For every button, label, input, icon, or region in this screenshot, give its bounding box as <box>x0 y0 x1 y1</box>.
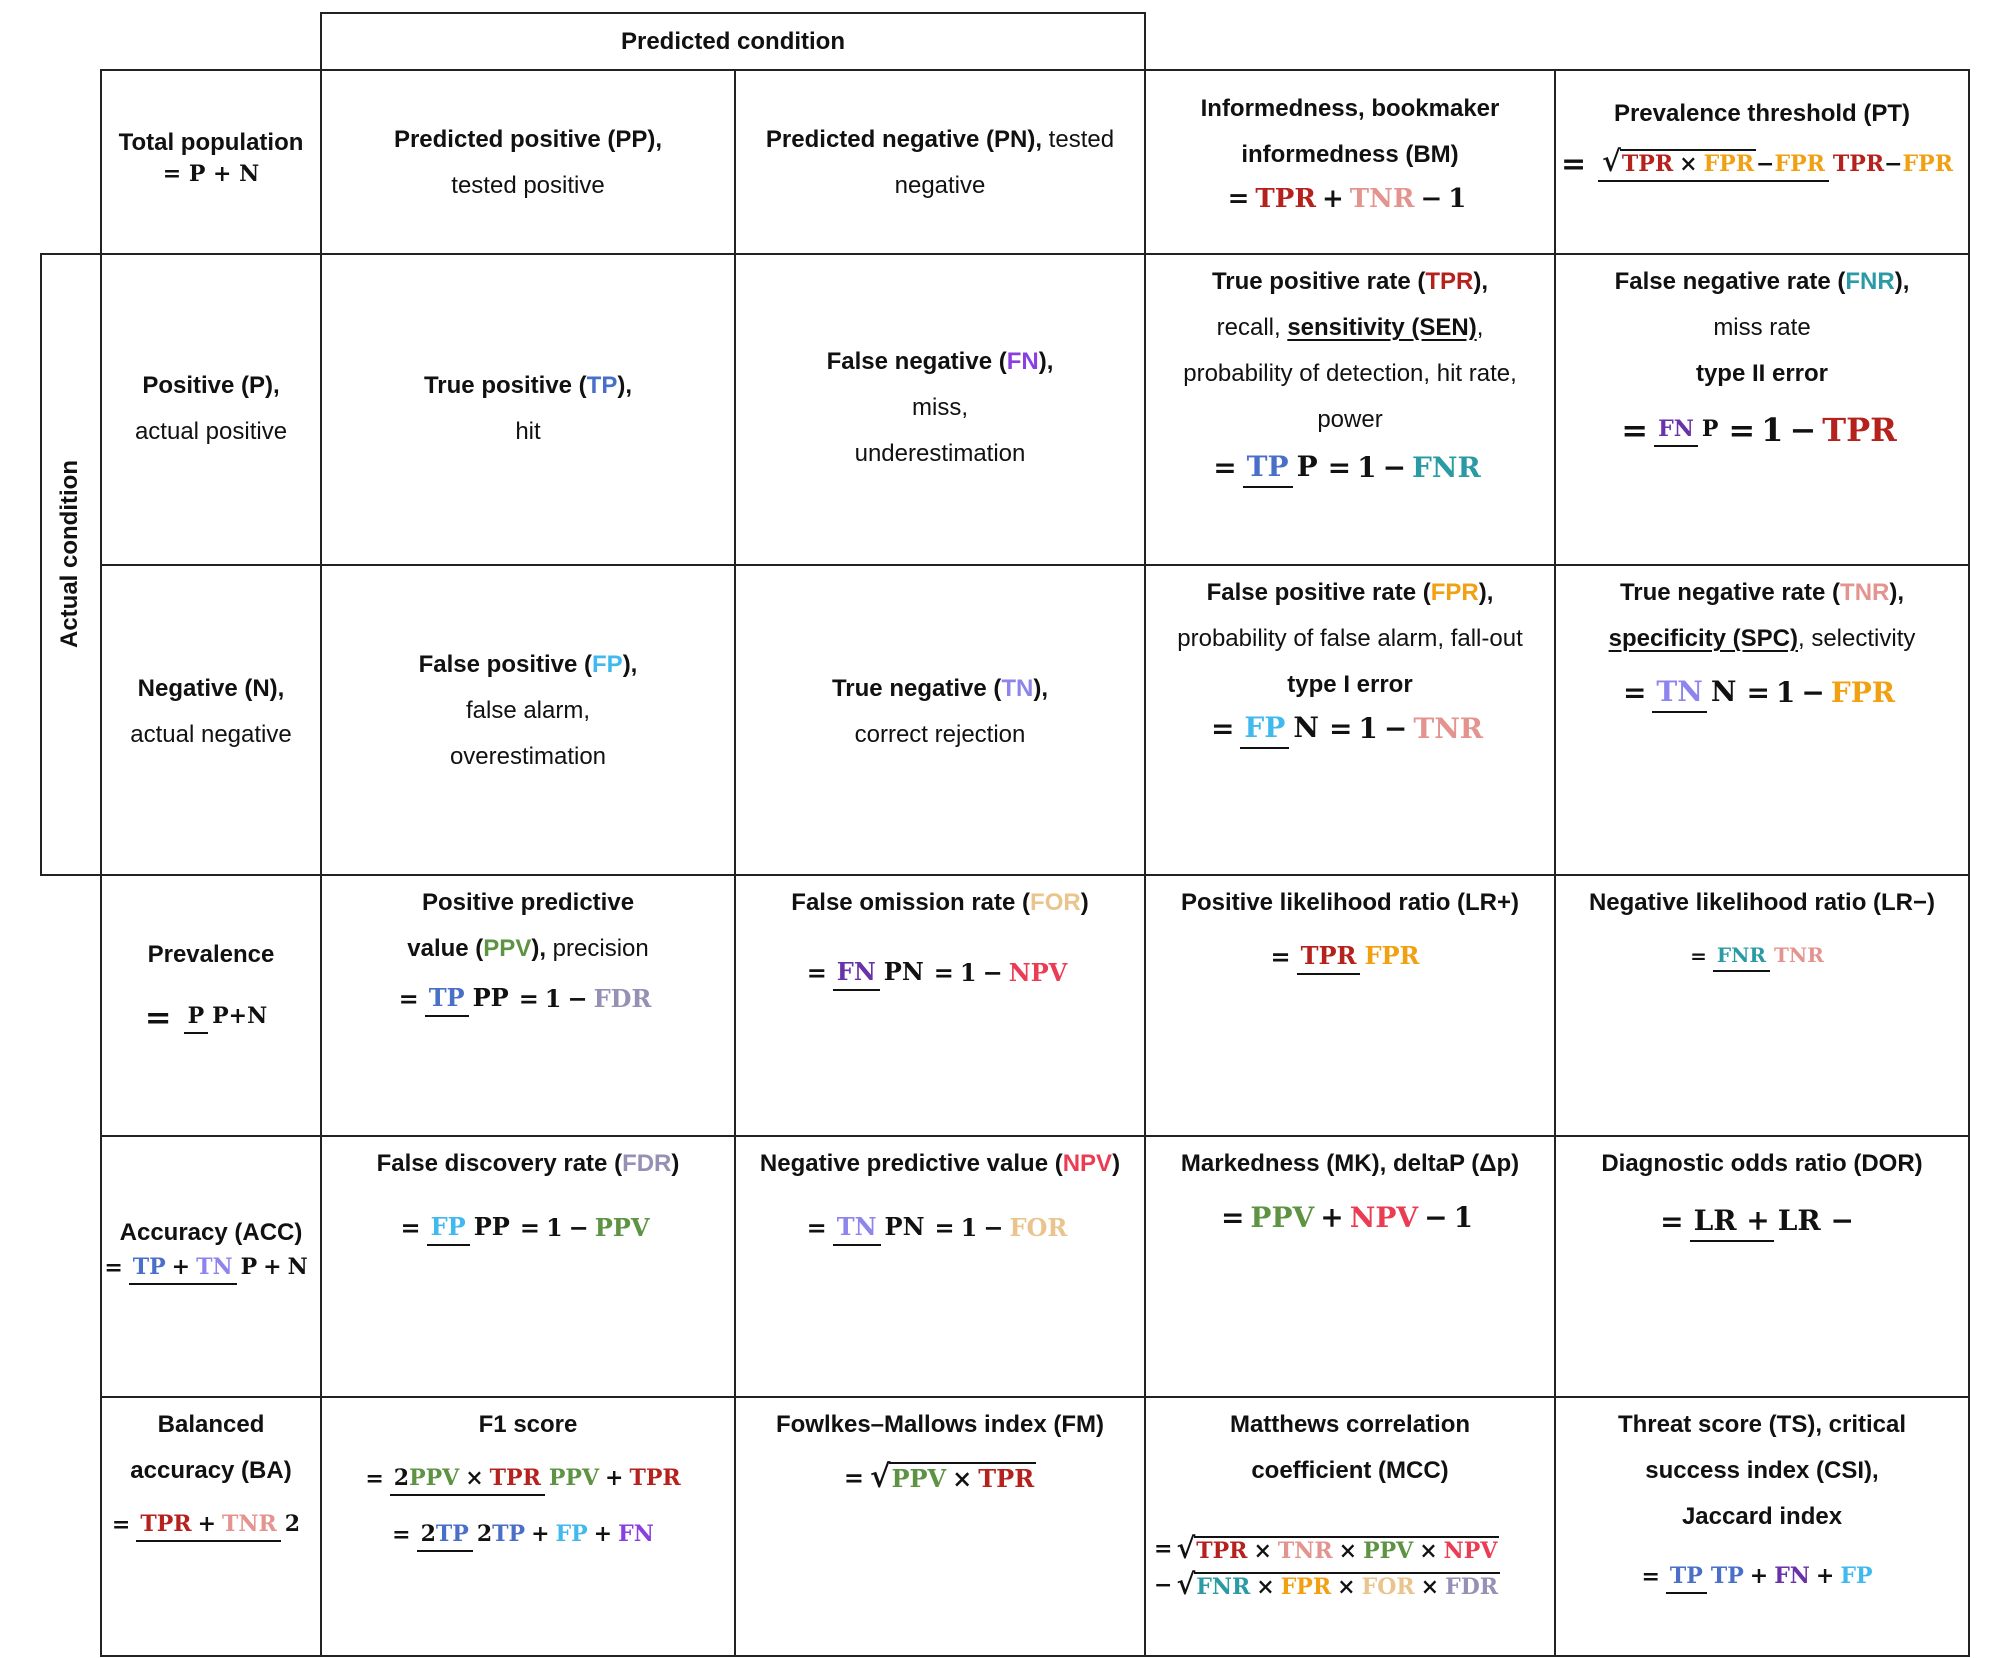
cell-total-population <box>102 71 320 253</box>
predicted-condition-header <box>322 14 1144 69</box>
formula: = FNR TNR <box>1690 940 1834 972</box>
cell-predicted-positive <box>322 71 734 253</box>
formula: = √PPV × TPR <box>843 1459 1035 1495</box>
cell-title: Negative (N), <box>137 675 285 702</box>
cell-false-negative: False negative (FN), miss, underestimation <box>736 255 1144 564</box>
cell-title: Positive (P), <box>142 372 280 399</box>
cell-subtitle: negative <box>894 172 986 199</box>
formula: = LR + LR − <box>1660 1201 1864 1242</box>
cell-prevalence-threshold <box>1556 71 1968 253</box>
cell-predicted-negative <box>736 71 1144 253</box>
formula: = TPR + TNR − 1 <box>1227 184 1467 214</box>
formula: = TP TP + FN + FP <box>1641 1560 1882 1594</box>
cell-true-positive-rate: True positive rate (TPR), recall, sensitivity (SEN), probability of detection, hit rate, power = TP P = 1 − FNR <box>1146 255 1554 564</box>
formula: = TN N = 1 − FPR <box>1623 672 1901 713</box>
formula: = FN PN = 1 − NPV <box>807 954 1074 991</box>
grid-line <box>1968 69 1970 1657</box>
cell-diagnostic-odds-ratio: Diagnostic odds ratio (DOR) = LR + LR − <box>1556 1137 1968 1396</box>
header-label: Predicted condition <box>620 27 845 55</box>
formula: = FN P = 1 − TPR <box>1621 411 1897 449</box>
cell-markedness: Markedness (MK), deltaP (Δp) = PPV + NPV − 1 <box>1180 1150 1520 1234</box>
formula: = TN PN = 1 − FOR <box>807 1209 1074 1246</box>
formula: = P P+N <box>144 998 268 1036</box>
cell-subtitle: actual negative <box>130 721 292 748</box>
cell-title: Informedness, bookmaker <box>1200 95 1500 122</box>
cell-negative-predictive-value: Negative predictive value (NPV) = TN PN = 1 − FOR <box>736 1137 1144 1396</box>
cell-true-negative: True negative (TN), correct rejection <box>831 675 1049 748</box>
cell-balanced-accuracy: Balanced accuracy (BA) = TPR + TNR 2 <box>102 1398 320 1655</box>
cell-title: informedness (BM) <box>1241 141 1459 168</box>
cell-false-positive-rate: False positive rate (FPR), probability of false alarm, fall-out type I error = FP N = 1 − TNR <box>1146 566 1554 874</box>
formula: = √TPR × TNR × PPV × NPV <box>1154 1531 1498 1565</box>
cell-prevalence: Prevalence = P P+N <box>102 876 320 1135</box>
cell-matthews-correlation: Matthews correlation coefficient (MCC) = √TPR × TNR × PPV × NPV − √FNR × FPR × FOR × FDR <box>1154 1411 1499 1601</box>
cell-false-omission-rate: False omission rate (FOR) = FN PN = 1 − NPV <box>736 876 1144 1135</box>
grid-line <box>40 253 42 876</box>
cell-positive <box>102 255 320 564</box>
cell-subtitle: actual positive <box>134 418 288 445</box>
formula: = FP PP = 1 − PPV <box>401 1209 656 1246</box>
cell-title: Predicted positive (PP), <box>393 126 663 153</box>
cell-subtitle: tested positive <box>451 172 605 199</box>
cell-false-positive: False positive (FP), false alarm, overestimation <box>418 651 638 770</box>
formula: = FP N = 1 − TNR <box>1211 708 1489 749</box>
actual-condition-label: Actual condition <box>56 460 83 648</box>
cell-accuracy: Accuracy (ACC) = TP + TN P + N <box>102 1137 320 1396</box>
formula: = 2PPV × TPR PPV + TPR <box>365 1462 690 1496</box>
formula: = TPR + TNR 2 <box>112 1508 310 1542</box>
formula: = P + N <box>162 161 260 187</box>
cell-title: Prevalence threshold (PT) <box>1613 100 1911 127</box>
cell-title: Total population <box>118 129 304 156</box>
cell-subtitle: underestimation <box>854 440 1026 467</box>
cell-negative-likelihood-ratio: Negative likelihood ratio (LR−) = FNR TNR <box>1556 876 1968 1135</box>
grid-line <box>100 1655 1970 1657</box>
cell-false-discovery-rate: False discovery rate (FDR) = FP PP = 1 − PPV <box>322 1137 734 1396</box>
cell-informedness <box>1146 71 1554 253</box>
cell-false-negative-rate: False negative rate (FNR), miss rate type II error = FN P = 1 − TPR <box>1614 268 1910 449</box>
cell-subtitle: hit <box>515 418 541 445</box>
formula: = 2TP 2TP + FP + FN <box>392 1518 664 1552</box>
cell-f1-score: F1 score = 2PPV × TPR PPV + TPR = 2TP 2TP + FP + FN <box>322 1398 734 1655</box>
formula: = PPV + NPV − 1 <box>1220 1201 1474 1234</box>
cell-fowlkes-mallows: Fowlkes–Mallows index (FM) = √PPV × TPR <box>775 1411 1105 1495</box>
cell-true-positive: True positive (TP), hit <box>322 255 734 564</box>
cell-subtitle: miss, <box>912 394 968 421</box>
formula: − √FNR × FPR × FOR × FDR <box>1154 1567 1499 1601</box>
cell-positive-likelihood-ratio: Positive likelihood ratio (LR+) = TPR FPR <box>1146 876 1554 1135</box>
cell-title: Predicted negative (PN), <box>765 126 1042 153</box>
formula: = TP PP = 1 − FDR <box>399 980 658 1017</box>
cell-true-negative-rate: True negative rate (TNR), specificity (SPC), selectivity = TN N = 1 − FPR <box>1556 566 1968 874</box>
cell-positive-predictive-value: Positive predictive value (PPV), precision = TP PP = 1 − FDR <box>322 876 734 1135</box>
formula: = TP P = 1 − FNR <box>1213 447 1487 488</box>
formula: = TP + TN P + N <box>104 1251 317 1285</box>
cell-subtitle: tested <box>1048 126 1115 153</box>
cell-negative <box>102 566 320 874</box>
formula: = √TPR × FPR−FPR TPR−FPR <box>1560 144 1953 182</box>
cell-threat-score: Threat score (TS), critical success index (CSI), Jaccard index = TP TP + FN + FP <box>1556 1398 1968 1655</box>
formula: = TPR FPR <box>1271 938 1430 975</box>
